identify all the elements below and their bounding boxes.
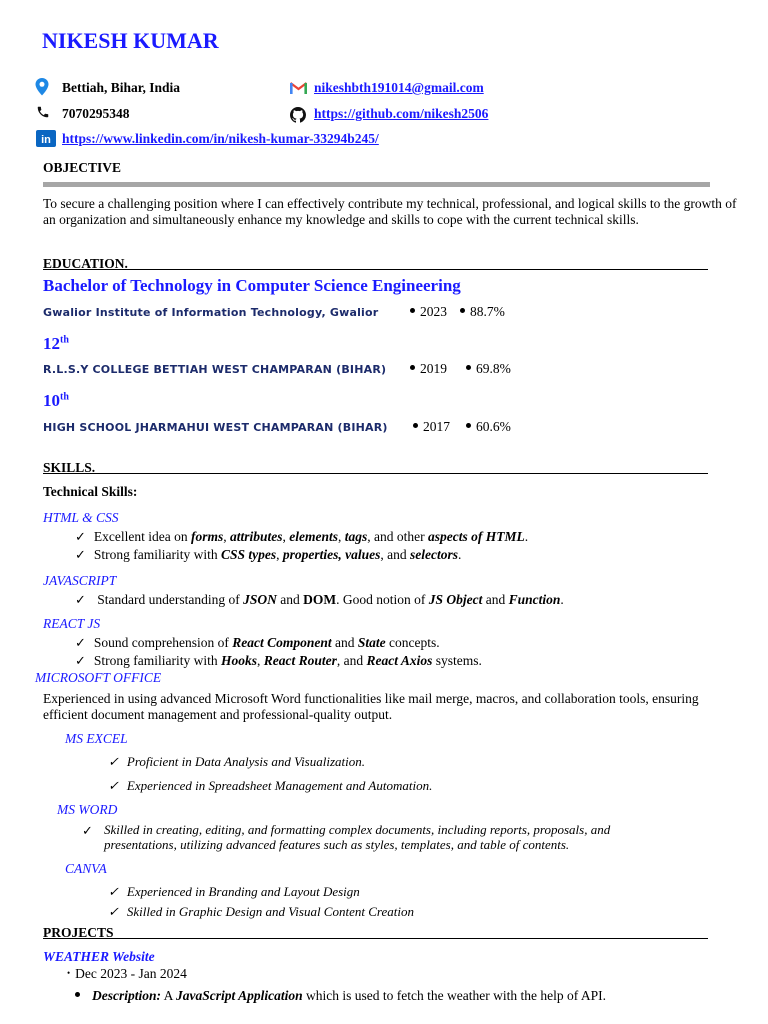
- svg-text:in: in: [41, 134, 51, 146]
- skill-title-canva: CANVA: [65, 861, 107, 876]
- objective-heading: OBJECTIVE: [43, 160, 122, 175]
- edu-score-10th: 60.6%: [466, 419, 511, 435]
- edu-score-btech: 88.7%: [460, 304, 505, 320]
- checkmark-icon: ✓: [108, 754, 119, 769]
- linkedin-icon: [36, 130, 56, 147]
- checkmark-icon: ✓: [75, 635, 86, 650]
- technical-skills-label: Technical Skills:: [43, 484, 138, 499]
- objective-divider: [43, 182, 710, 187]
- github-link[interactable]: https://github.com/nikesh2506: [314, 106, 489, 121]
- skills-heading: SKILLS.: [43, 460, 96, 475]
- checkmark-icon: ✓: [82, 823, 93, 838]
- email-link[interactable]: nikeshbth191014@gmail.com: [314, 80, 484, 95]
- skill-line-html-1: ✓ Excellent idea on forms, attributes, elements, tags, and other aspects of HTML.: [75, 529, 529, 544]
- checkmark-icon: ✓: [108, 778, 119, 793]
- location-text: Bettiah, Bihar, India: [62, 80, 181, 95]
- institution-rlsy: R.L.S.Y COLLEGE BETTIAH WEST CHAMPARAN (BIHAR): [43, 363, 387, 376]
- location-pin-icon: [35, 78, 49, 96]
- skill-line-react-2: ✓ Strong familiarity with Hooks, React Router, and React Axios systems.: [75, 653, 482, 668]
- checkmark-icon: ✓: [75, 653, 86, 668]
- edu-year-btech: 2023: [410, 304, 447, 320]
- edu-score-12th: 69.8%: [466, 361, 511, 377]
- skill-line-css-2: ✓ Strong familiarity with CSS types, properties, values, and selectors.: [75, 547, 462, 562]
- phone-text: 7070295348: [62, 106, 130, 121]
- skill-title-ms-excel: MS EXCEL: [65, 731, 128, 746]
- bullet-icon: [466, 365, 471, 370]
- project-date: • Dec 2023 - Jan 2024: [67, 966, 187, 981]
- ms-excel-item-1: ✓ Proficient in Data Analysis and Visualization.: [108, 754, 365, 769]
- checkmark-icon: ✓: [108, 884, 119, 899]
- education-heading: EDUCATION.: [43, 256, 128, 271]
- canva-item-1: ✓ Experienced in Branding and Layout Design: [108, 884, 360, 899]
- gmail-icon: [290, 82, 307, 94]
- degree-12th: 12th: [43, 334, 69, 353]
- checkmark-icon: ✓: [75, 592, 86, 607]
- skill-line-react-1: ✓ Sound comprehension of React Component and State concepts.: [75, 635, 440, 650]
- project-title-weather: WEATHER Website: [43, 949, 155, 964]
- bullet-icon: [413, 423, 418, 428]
- skill-title-react: REACT JS: [43, 616, 101, 631]
- project-description: Description: A JavaScript Application which is used to fetch the weather with the help of API.: [75, 988, 606, 1004]
- skill-title-html-css: HTML & CSS: [43, 510, 119, 525]
- degree-btech: Bachelor of Technology in Computer Science Engineering: [43, 276, 461, 295]
- canva-item-2: ✓ Skilled in Graphic Design and Visual Content Creation: [108, 904, 414, 919]
- edu-year-12th: 2019: [410, 361, 447, 377]
- checkmark-icon: ✓: [108, 904, 119, 919]
- projects-divider: [43, 938, 708, 939]
- institution-giit: Gwalior Institute of Information Technology, Gwalior: [43, 306, 379, 319]
- degree-10th: 10th: [43, 391, 69, 410]
- linkedin-link[interactable]: https://www.linkedin.com/in/nikesh-kumar-33294b245/: [62, 131, 379, 146]
- ms-word-text: Skilled in creating, editing, and formatting complex documents, including reports, proposals, and presentations, utilizing advanced features such as styles, templates, and table of contents.: [104, 822, 611, 852]
- bullet-icon: [410, 308, 415, 313]
- bullet-icon: •: [67, 968, 71, 978]
- checkmark-icon: ✓: [75, 547, 86, 562]
- ms-excel-item-2: ✓ Experienced in Spreadsheet Management and Automation.: [108, 778, 433, 793]
- bullet-icon: [75, 992, 80, 997]
- objective-text: To secure a challenging position where I can effectively contribute my technical, professional, and logical skills to the growth of an organization and simultaneously enhance my knowledge and skills to cope with the current technical skills.: [43, 196, 737, 227]
- skills-divider: [43, 473, 708, 474]
- skill-line-js-1: ✓ Standard understanding of JSON and DOM. Good notion of JS Object and Function.: [75, 592, 564, 607]
- projects-heading: PROJECTS: [43, 925, 114, 940]
- institution-jharmahui: HIGH SCHOOL JHARMAHUI WEST CHAMPARAN (BIHAR): [43, 421, 388, 434]
- github-icon: [290, 107, 306, 123]
- checkmark-icon: ✓: [75, 529, 86, 544]
- skill-title-ms-word: MS WORD: [57, 802, 118, 817]
- bullet-icon: [466, 423, 471, 428]
- ms-office-text: Experienced in using advanced Microsoft Word functionalities like mail merge, macros, and collaboration tools, ensuring efficient document management and professional-quality output.: [43, 691, 699, 722]
- phone-icon: [36, 105, 50, 119]
- skill-title-ms-office: MICROSOFT OFFICE: [35, 670, 162, 685]
- bullet-icon: [460, 308, 465, 313]
- education-divider: [43, 269, 708, 270]
- candidate-name: NIKESH KUMAR: [42, 28, 219, 53]
- edu-year-10th: 2017: [413, 419, 450, 435]
- bullet-icon: [410, 365, 415, 370]
- skill-title-javascript: JAVASCRIPT: [43, 573, 117, 588]
